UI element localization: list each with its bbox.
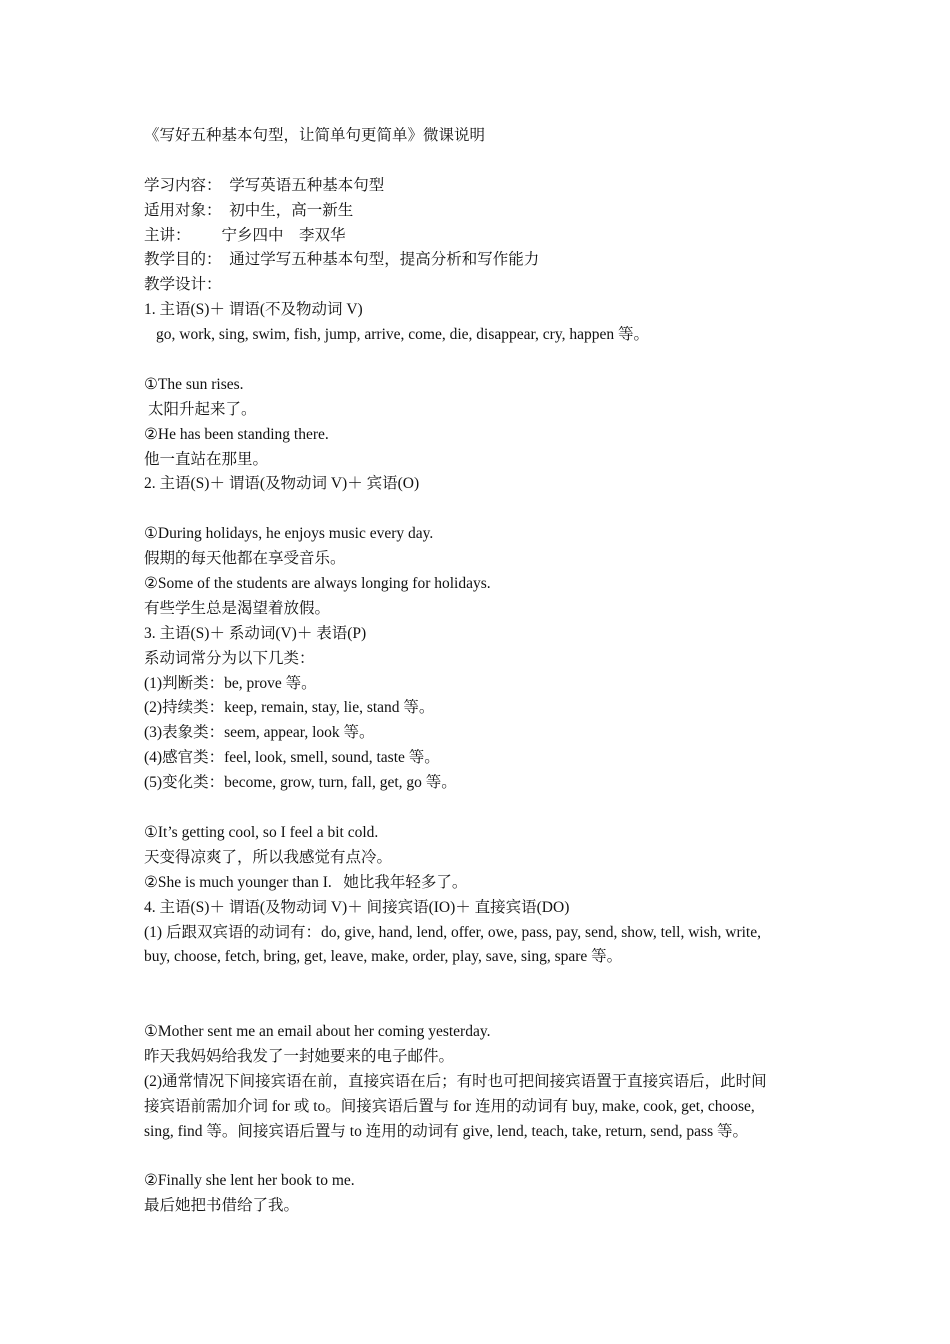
section-3-category-5: (5)变化类：become, grow, turn, fall, get, go 等。 xyxy=(144,774,457,792)
section-1-example-2-en: ②He has been standing there. xyxy=(144,425,329,443)
meta-speaker: 主讲： 宁乡四中 李双华 xyxy=(144,226,346,244)
section-1-heading: 1. 主语(S)＋ 谓语(不及物动词 V) xyxy=(144,301,363,319)
section-1-example-1-zh: 太阳升起来了。 xyxy=(148,400,257,418)
section-4-note-2-line-1: (2)通常情况下间接宾语在前，直接宾语在后；有时也可把间接宾语置于直接宾语后，此时间 xyxy=(144,1072,767,1090)
section-3-example-2: ②She is much younger than I. 她比我年轻多了。 xyxy=(144,873,468,891)
spacer xyxy=(144,1145,812,1170)
section-2-example-1-en: ①During holidays, he enjoys music every day. xyxy=(144,525,434,543)
section-3-category-4: (4)感官类：feel, look, smell, sound, taste 等。 xyxy=(144,749,440,767)
section-1-verbs: go, work, sing, swim, fish, jump, arrive, come, die, disappear, cry, happen 等。 xyxy=(156,326,649,344)
spacer xyxy=(144,995,812,1020)
section-2-example-2-zh: 有些学生总是渴望着放假。 xyxy=(144,599,331,617)
section-4-example-2-zh: 最后她把书借给了我。 xyxy=(144,1197,300,1215)
spacer xyxy=(144,970,812,995)
section-2-example-1-zh: 假期的每天他都在享受音乐。 xyxy=(144,550,346,568)
section-4-note-1-line-1: (1) 后跟双宾语的动词有：do, give, hand, lend, offer, owe, pass, pay, send, show, tell, wish, write, xyxy=(144,923,761,941)
section-2-example-2-en: ②Some of the students are always longing for holidays. xyxy=(144,575,491,593)
section-4-example-2-en: ②Finally she lent her book to me. xyxy=(144,1172,355,1190)
meta-design: 教学设计： xyxy=(144,276,222,294)
meta-audience: 适用对象： 初中生，高一新生 xyxy=(144,201,354,219)
section-1-example-1-en: ①The sun rises. xyxy=(144,375,244,393)
section-4-note-2-line-3: sing, find 等。间接宾语后置与 to 连用的动词有 give, lend, teach, take, return, send, pass 等。 xyxy=(144,1122,748,1140)
document-page xyxy=(144,124,812,1219)
section-4-note-1-line-2: buy, choose, fetch, bring, get, leave, make, order, play, save, sing, spare 等。 xyxy=(144,948,623,966)
section-4-heading: 4. 主语(S)＋ 谓语(及物动词 V)＋ 间接宾语(IO)＋ 直接宾语(DO) xyxy=(144,898,570,916)
section-3-heading: 3. 主语(S)＋ 系动词(V)＋ 表语(P) xyxy=(144,624,367,642)
meta-goal: 教学目的： 通过学写五种基本句型，提高分析和写作能力 xyxy=(144,251,540,269)
section-3-category-1: (1)判断类：be, prove 等。 xyxy=(144,674,317,692)
section-3-category-2: (2)持续类：keep, remain, stay, lie, stand 等。 xyxy=(144,699,435,717)
section-4-note-2-line-2: 接宾语前需加介词 for 或 to。间接宾语后置与 for 连用的动词有 buy, make, cook, get, choose, xyxy=(144,1097,755,1115)
section-3-intro: 系动词常分为以下几类： xyxy=(144,649,315,667)
section-2-heading: 2. 主语(S)＋ 谓语(及物动词 V)＋ 宾语(O) xyxy=(144,475,420,493)
section-3-example-1-en: ①It’s getting cool, so I feel a bit cold. xyxy=(144,823,379,841)
section-3-category-3: (3)表象类：seem, appear, look 等。 xyxy=(144,724,375,742)
spacer xyxy=(144,796,812,821)
section-1-example-2-zh: 他一直站在那里。 xyxy=(144,450,269,468)
document-title: 《写好五种基本句型，让简单句更简单》微课说明 xyxy=(144,127,486,144)
meta-content: 学习内容： 学写英语五种基本句型 xyxy=(144,176,385,194)
section-3-example-1-zh: 天变得凉爽了，所以我感觉有点冷。 xyxy=(144,848,393,866)
section-4-example-1-zh: 昨天我妈妈给我发了一封她要来的电子邮件。 xyxy=(144,1047,455,1065)
spacer xyxy=(144,348,812,373)
section-4-example-1-en: ①Mother sent me an email about her coming yesterday. xyxy=(144,1023,491,1041)
spacer xyxy=(144,497,812,522)
spacer xyxy=(144,149,812,174)
